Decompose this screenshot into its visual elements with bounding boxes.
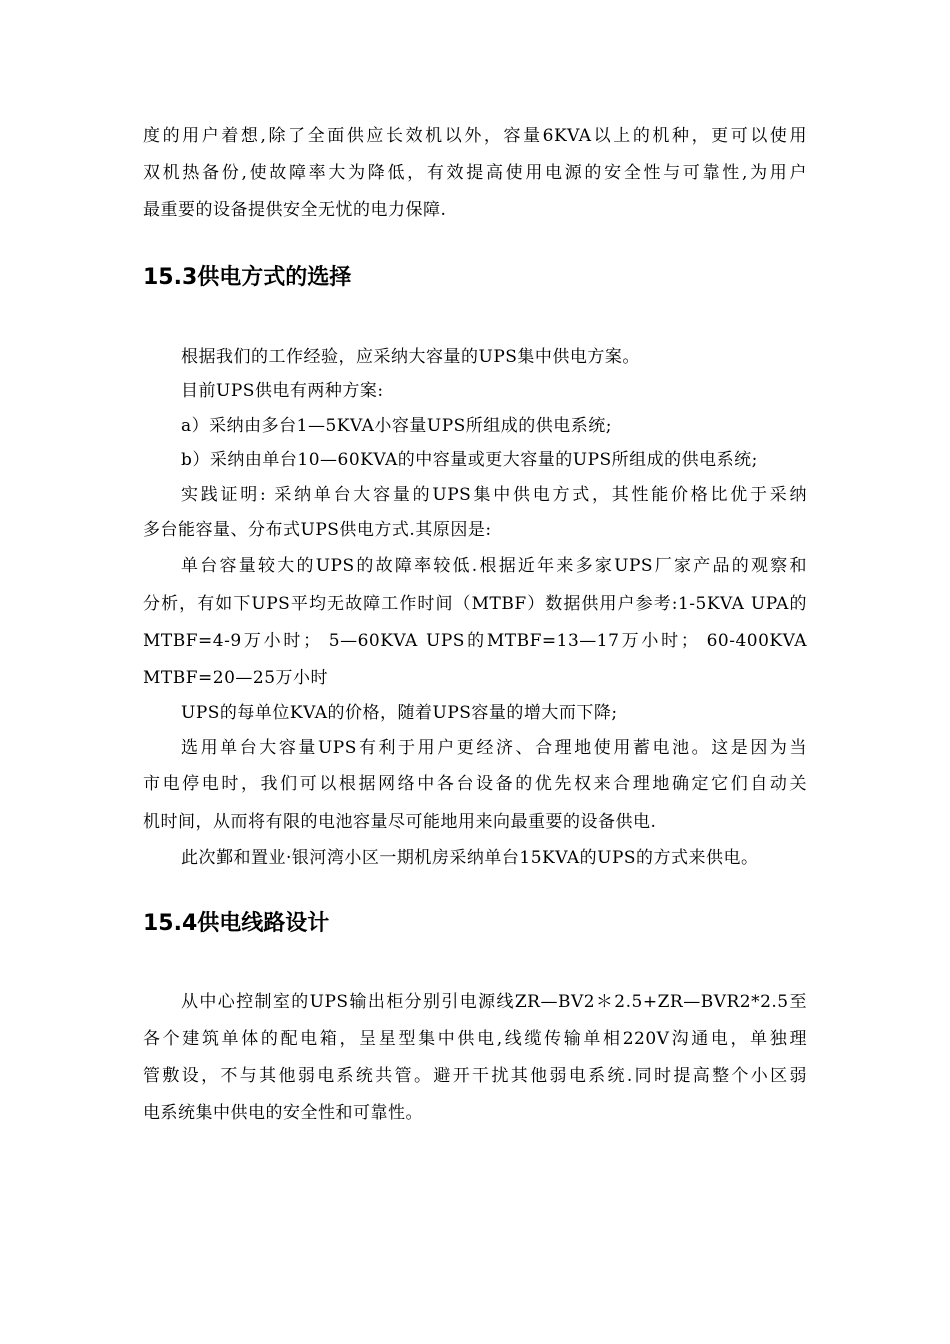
paragraph-line: 双机热备份,使故障率大为降低，有效提高使用电源的安全性与可靠性,为用户 (143, 163, 807, 183)
paragraph-line: 多台能容量、分布式UPS供电方式.其原因是: (143, 520, 492, 540)
paragraph-line: 此次鄞和置业·银河湾小区一期机房采纳单台15KVA的UPS的方式来供电。 (181, 848, 759, 868)
paragraph-line: MTBF=4-9万小时； 5—60KVA UPS的MTBF=13—17万小时； 60-400KVA (143, 631, 807, 651)
paragraph-line: 最重要的设备提供安全无忧的电力保障. (143, 200, 447, 220)
paragraph-line: 目前UPS供电有两种方案: (181, 381, 384, 401)
paragraph-line: 电系统集中供电的安全性和可靠性。 (143, 1103, 423, 1123)
section-heading: 15.3供电方式的选择 (143, 265, 352, 290)
paragraph-line: 实践证明: 采纳单台大容量的UPS集中供电方式，其性能价格比优于采纳 (181, 485, 807, 505)
paragraph-line: 单台容量较大的UPS的故障率较低.根据近年来多家UPS厂家产品的观察和 (181, 556, 807, 576)
paragraph-line: 度的用户着想,除了全面供应长效机以外，容量6KVA以上的机种，更可以使用 (143, 126, 807, 146)
paragraph-line: 机时间，从而将有限的电池容量尽可能地用来向最重要的设备供电. (143, 812, 657, 832)
paragraph-line: UPS的每单位KVA的价格，随着UPS容量的增大而下降; (181, 703, 618, 723)
paragraph-line: 市电停电时，我们可以根据网络中各台设备的优先权来合理地确定它们自动关 (143, 774, 807, 794)
paragraph-line: MTBF=20—25万小时 (143, 668, 329, 688)
paragraph-line: 选用单台大容量UPS有利于用户更经济、合理地使用蓄电池。这是因为当 (181, 738, 807, 758)
paragraph-line: 管敷设，不与其他弱电系统共管。避开干扰其他弱电系统.同时提高整个小区弱 (143, 1066, 807, 1086)
paragraph-line: 根据我们的工作经验，应采纳大容量的UPS集中供电方案。 (181, 347, 640, 367)
section-heading: 15.4供电线路设计 (143, 911, 330, 936)
paragraph-line: 各个建筑单体的配电箱，呈星型集中供电,线缆传输单相220V沟通电，单独理 (143, 1029, 807, 1049)
list-item: a）采纳由多台1—5KVA小容量UPS所组成的供电系统; (181, 416, 613, 436)
paragraph-line: 分析，有如下UPS平均无故障工作时间（MTBF）数据供用户参考:1-5KVA UPA的 (143, 594, 807, 614)
list-item: b）采纳由单台10—60KVA的中容量或更大容量的UPS所组成的供电系统; (181, 450, 758, 470)
paragraph-line: 从中心控制室的UPS输出柜分别引电源线ZR—BV2＊2.5+ZR—BVR2*2.5至 (181, 992, 807, 1012)
